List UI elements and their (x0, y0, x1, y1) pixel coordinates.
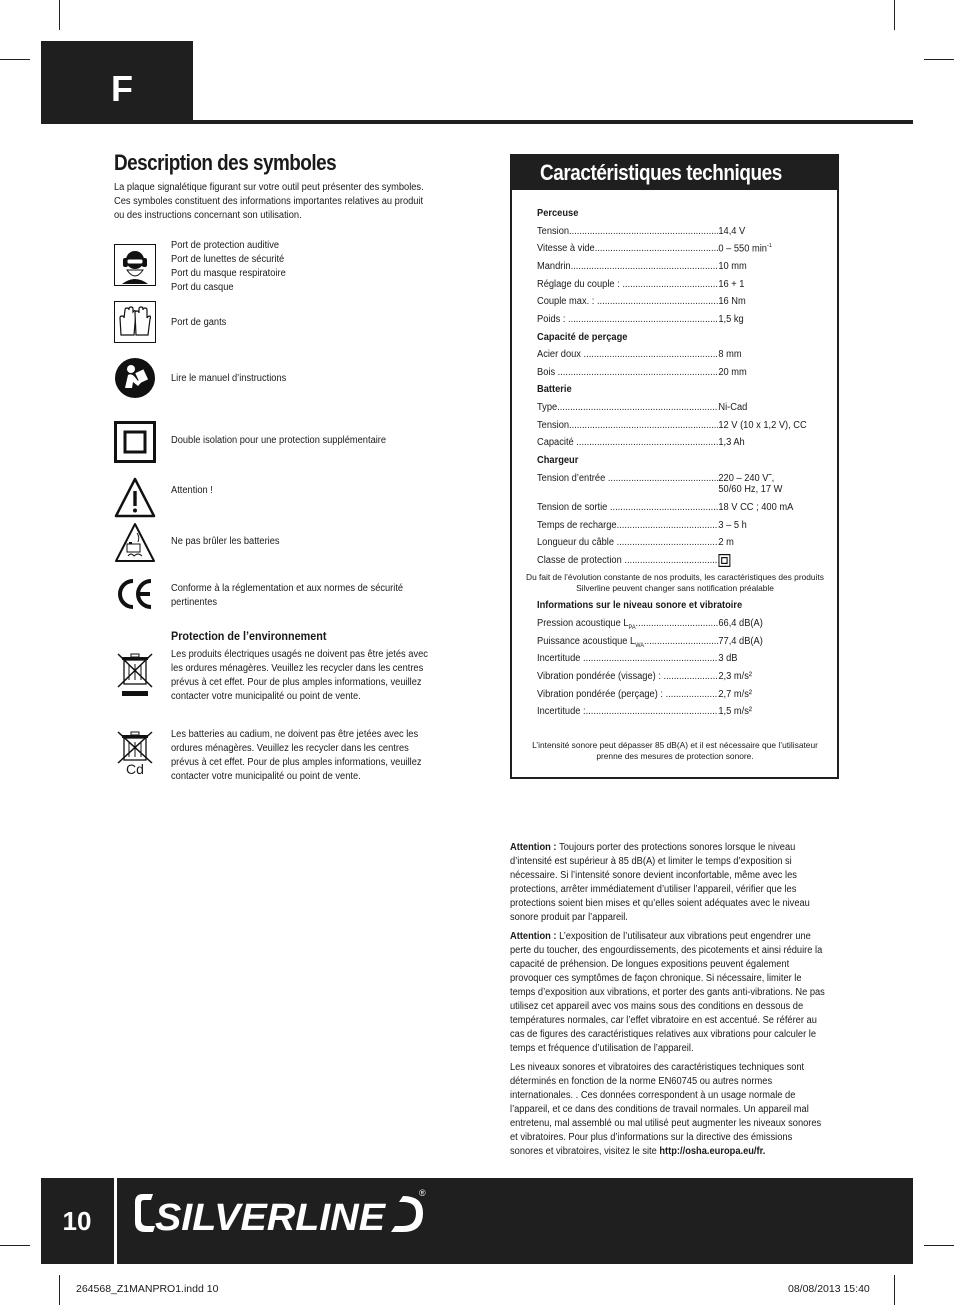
spec-row-temps (537, 520, 747, 531)
spec-value: 18 V CC ; 400 mA (718, 502, 794, 513)
attention-paragraph-1 (510, 841, 826, 925)
osha-link[interactable]: http://osha.europa.eu/fr. (659, 1146, 766, 1157)
spec-row-tension-entree (537, 473, 782, 495)
environment-text-2: Les batteries au cadium, ne doivent pas être jetées avec les ordures ménagères. Veuillez les recycler dans les centres prévus à cet effet. Pour de plus amples informations, veuillez contacter votre municipalité ou point de vente. (171, 729, 422, 782)
ppe-line: Port de lunettes de sécurité (171, 254, 285, 265)
footer-separator (114, 1178, 117, 1264)
spec-key: Tension de sortie ..... (537, 502, 718, 513)
crossed-bin-icon (114, 650, 156, 698)
spec-value: 20 mm (718, 367, 747, 378)
spec-row-vib-percage (537, 689, 752, 700)
spec-row-vib-vissage (537, 671, 752, 682)
attention-paragraph-3 (510, 1061, 826, 1159)
registered-mark: ® (419, 1188, 426, 1198)
spec-key: Temps de recharge ..... (537, 520, 718, 531)
spec-value: 66,4 dB(A) (718, 618, 763, 629)
class-ii-icon (718, 555, 730, 567)
manual-text: Lire le manuel d’instructions (171, 373, 287, 384)
spec-value: 12 V (10 x 1,2 V), CC (718, 420, 807, 431)
spec-heading-sonore: Informations sur le niveau sonore et vibratoire (537, 600, 743, 611)
crop-mark (894, 1275, 895, 1305)
spec-heading-batterie: Batterie (537, 384, 572, 395)
spec-key: Tension ..... (537, 226, 718, 237)
spec-value: 1,3 Ah (718, 437, 745, 448)
spec-key: Mandrin ..... (537, 261, 718, 272)
spec-value: 2 m (718, 537, 734, 548)
spec-key (537, 636, 718, 649)
spec-heading-capacite: Capacité de perçage (537, 332, 628, 343)
spec-value (718, 243, 772, 254)
spec-row-bois (537, 367, 747, 378)
crop-mark (59, 1275, 60, 1305)
ce-line: Conforme à la réglementation et aux normes de sécurité (171, 583, 404, 594)
ppe-line: Port du casque (171, 282, 234, 293)
gloves-text: Port de gants (171, 317, 227, 328)
spec-key: Capacité ..... (537, 437, 718, 448)
spec-title: Caractéristiques techniques (540, 160, 782, 185)
spec-key: Tension d’entrée ..... (537, 473, 718, 484)
ce-mark-text (171, 582, 431, 610)
cd-label: Cd (126, 761, 144, 777)
attention-text: Les niveaux sonores et vibratoires des caractéristiques techniques sont déterminés en fonction de la norme EN60745 ou autres normes internationales. . Ces données correspondent à un usage normale de l’appareil, et ce dans des conditions de travail normales. Un appareil mal entretenu, mal assemblé ou mal utilisé peut augmenter les niveaux sonores et vibratoires. Pour plus d’informations sur la directive des émissions sonores et vibratoires, visitez le site (510, 1062, 822, 1157)
page-number: 10 (62, 1205, 92, 1236)
spec-value (718, 473, 782, 495)
spec-key: Incertitude ..... (537, 653, 718, 664)
crop-mark (924, 1245, 954, 1246)
ce-line: pertinentes (171, 597, 218, 608)
attention-text: Toujours porter des protections sonores lorsque le niveau d’intensité est supérieur à 85 dB(A) et limiter le temps d’exposition si nécessaire. Si l’intensité sonore devient inconfortable, même avec les protections, arrêter immédiatement d’utiliser l’appareil, vérifier que les protections soient bien mises et qu’elles soient adéquates avec le niveau sonore produit par l’appareil. (510, 842, 810, 923)
spec-value: 3 dB (718, 653, 738, 664)
spec-row-couple-max (537, 296, 746, 307)
silverline-logo (133, 1186, 433, 1246)
spec-key-text: Pression acoustique L (537, 618, 629, 629)
manual-icon (114, 357, 156, 399)
gloves-icon (114, 301, 156, 343)
spec-key: Poids : ..... (537, 314, 718, 325)
spec-key-text: Puissance acoustique L (537, 636, 636, 647)
spec-key: Incertitude : ..... (537, 706, 718, 717)
spec-value: 3 – 5 h (718, 520, 747, 531)
symbols-title: Description des symboles (114, 150, 337, 175)
ce-mark-icon (114, 573, 156, 615)
spec-value: 10 mm (718, 261, 747, 272)
spec-key: Vibration pondérée (perçage) : ..... (537, 689, 718, 700)
spec-value: 77,4 dB(A) (718, 636, 763, 647)
attention-label: Attention : (510, 931, 560, 942)
spec-value: 1,5 m/s² (718, 706, 752, 717)
crop-mark (0, 59, 30, 60)
spec-key: Classe de protection ..... (537, 555, 718, 566)
spec-value: 8 mm (718, 349, 742, 360)
spec-key: Acier doux ..... (537, 349, 718, 360)
spec-row-couple (537, 279, 744, 290)
spec-key: Longueur du câble ..... (537, 537, 718, 548)
ppe-icon (114, 244, 156, 286)
environment-title: Protection de l’environnement (171, 629, 327, 643)
crop-mark (59, 0, 60, 30)
spec-row-mandrin (537, 261, 747, 272)
spec-value-text: 0 – 550 min (718, 243, 767, 255)
spec-row-capacite-bat (537, 437, 745, 448)
spec-value-line: 50/60 Hz, 17 W (718, 484, 783, 495)
spec-row-acier (537, 349, 742, 360)
spec-key: Bois ..... (537, 367, 718, 378)
language-letter: F (111, 68, 133, 109)
environment-text-1: Les produits électriques usagés ne doivent pas être jetés avec les ordures ménagères. Veuillez les recycler dans les centres prévus à cet effet. Pour de plus amples informations, veuillez contacter votre municipalité ou point de vente. (171, 649, 428, 702)
ppe-text (171, 239, 431, 295)
ppe-line: Port de protection auditive (171, 240, 280, 251)
attention-text: L’exposition de l’utilisateur aux vibrations peut engendrer une perte du toucher, des engourdissements, des picotements et ainsi réduire la capacité de préhension. De longues expositions peuvent également provoquer ces symptômes de façon chronique. Si nécessaire, limiter le temps d’exposition aux vibrations, et porter des gants anti-vibrations. Ne pas utilisez cet appareil avec vos mains sous des conditions en dessous de températures normales, car l’effet vibratoire en est accentué. Se référer au cas de figures des caractéristiques relatives aux vibrations pour calculer le temps et fréquence d’utilisation de l’appareil. (510, 931, 825, 1054)
attention-section (510, 841, 826, 1164)
double-insulation-text: Double isolation pour une protection supplémentaire (171, 435, 387, 446)
spec-key (537, 618, 718, 631)
double-insulation-icon (114, 421, 156, 463)
spec-value: Ni-Cad (718, 402, 748, 413)
spec-header (512, 156, 837, 190)
spec-row-classe (537, 555, 730, 567)
spec-key: Type ..... (537, 402, 718, 413)
language-tab (41, 41, 193, 123)
spec-key: Vitesse à vide ..... (537, 243, 718, 254)
spec-key: Vibration pondérée (vissage) : ..... (537, 671, 718, 682)
spec-row-incertitude-2 (537, 706, 752, 717)
no-burn-battery-icon (114, 522, 156, 564)
spec-heading-chargeur: Chargeur (537, 455, 579, 466)
spec-row-tension-sortie (537, 502, 793, 513)
crop-mark (924, 59, 954, 60)
spec-box (510, 154, 839, 779)
crop-mark (894, 0, 895, 30)
spec-value: 14,4 V (718, 226, 746, 237)
warning-text: Attention ! (171, 485, 213, 496)
spec-value-line: 220 – 240 V˜, (718, 473, 775, 484)
header-rule (41, 120, 913, 124)
spec-key-sub: PA (628, 625, 636, 631)
warning-icon (114, 477, 156, 519)
spec-value: 1,5 kg (718, 314, 744, 325)
spec-value-sup: -1 (766, 243, 772, 249)
spec-row-pression (537, 618, 763, 631)
symbols-intro: La plaque signalétique figurant sur votre outil peut présenter des symboles. Ces symboles constituent des informations importantes relatives au produit ou des instructions concernant son utilisation. (114, 182, 424, 221)
spec-heading-perceuse: Perceuse (537, 208, 579, 219)
spec-key-sub: WA (635, 643, 645, 649)
spec-value: 2,3 m/s² (718, 671, 752, 682)
spec-key: Couple max. : ..... (537, 296, 718, 307)
spec-key: Réglage du couple : ..... (537, 279, 718, 290)
attention-paragraph-2 (510, 930, 826, 1056)
spec-row-type (537, 402, 747, 413)
spec-value: 16 + 1 (718, 279, 745, 290)
spec-row-puissance (537, 636, 763, 649)
crop-mark (0, 1245, 30, 1246)
spec-value: 16 Nm (718, 296, 746, 307)
spec-row-poids (537, 314, 744, 325)
spec-row-incertitude (537, 653, 737, 664)
spec-key: Tension ..... (537, 420, 718, 431)
ppe-line: Port du masque respiratoire (171, 268, 286, 279)
no-burn-battery-text: Ne pas brûler les batteries (171, 536, 280, 547)
date-slug: 08/08/2013 15:40 (788, 1283, 870, 1295)
spec-row-tension-bat (537, 420, 807, 431)
file-slug: 264568_Z1MANPRO1.indd 10 (76, 1283, 219, 1295)
attention-label: Attention : (510, 842, 560, 853)
spec-value: 2,7 m/s² (718, 689, 752, 700)
intensity-note: L’intensité sonore peut dépasser 85 dB(A) et il est nécessaire que l’utilisateur prenne des mesures de protection sonore. (532, 740, 818, 761)
logo-text: SILVERLINE (155, 1197, 387, 1239)
spec-row-vitesse (537, 243, 772, 254)
evolution-note: Du fait de l’évolution constante de nos produits, les caractéristiques des produits Silverline peuvent changer sans notification préalable (526, 572, 824, 593)
spec-row-tension (537, 226, 745, 237)
spec-row-cable (537, 537, 734, 548)
